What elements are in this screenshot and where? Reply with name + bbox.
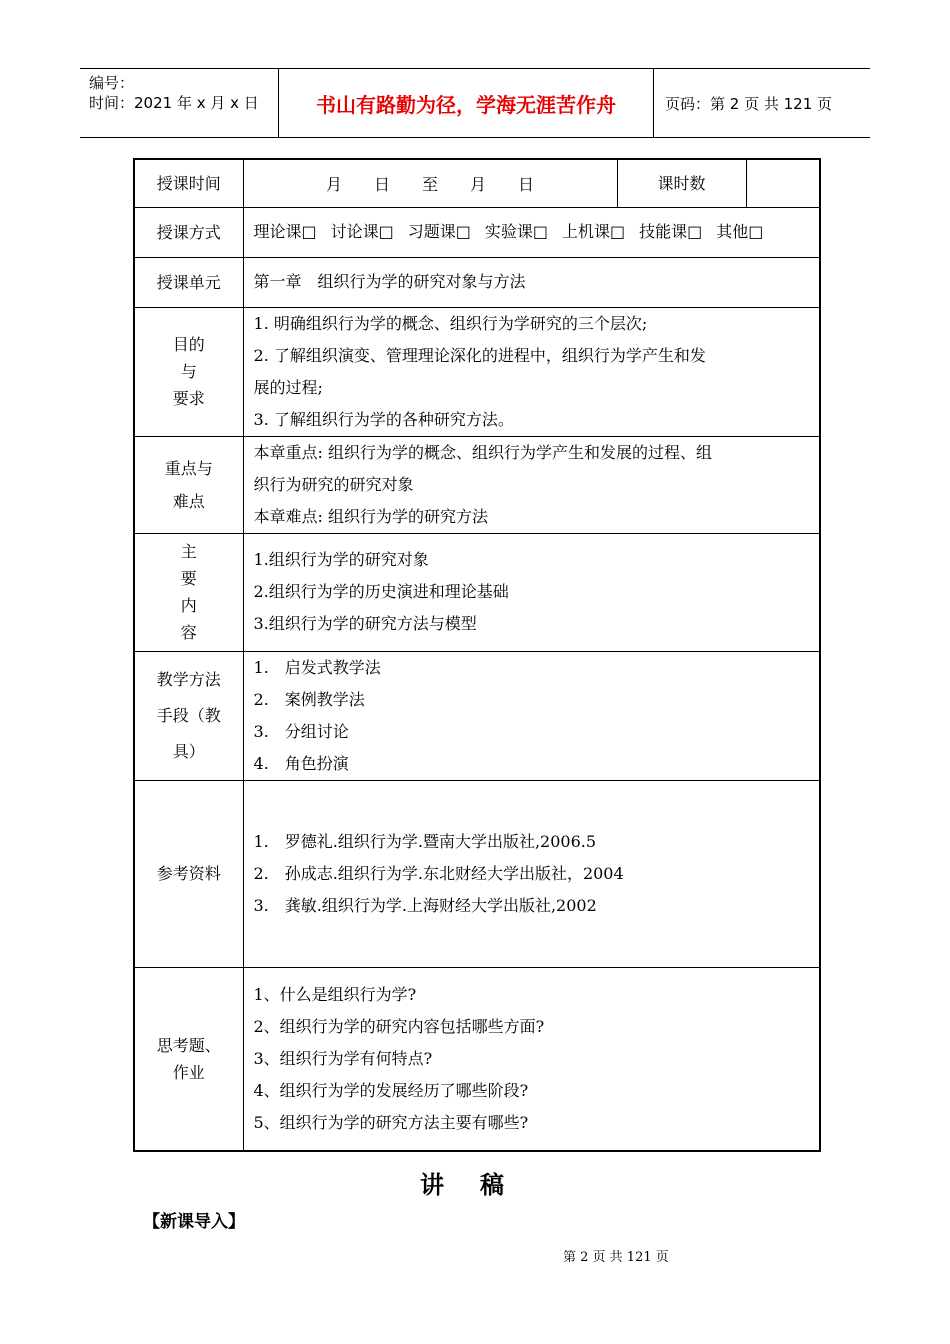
row-teaching-unit [134, 257, 820, 307]
teaching-methods-list [243, 651, 820, 780]
homework-list [243, 967, 820, 1151]
method-line: 1. 启发式教学法 [253, 657, 381, 677]
homework-line: 2、组织行为学的研究内容包括哪些方面? [253, 1016, 545, 1036]
option-skill: 技能课□ [639, 222, 703, 241]
reference-line: 1. 罗德礼.组织行为学.暨南大学出版社,2006.5 [253, 831, 597, 851]
row-references [134, 780, 820, 967]
label-homework: 思考题、 作业 [134, 967, 243, 1151]
goal-line: 2. 了解组织演变、管理理论深化的进程中，组织行为学产生和发 [253, 345, 706, 365]
row-teaching-methods [134, 651, 820, 780]
main-content-list [243, 533, 820, 651]
content-line: 1.组织行为学的研究对象 [253, 550, 429, 569]
row-main-content [134, 533, 820, 651]
row-key-points [134, 436, 820, 533]
row-homework [134, 967, 820, 1151]
content-line: 3.组织行为学的研究方法与模型 [253, 614, 477, 633]
references-list [243, 780, 820, 967]
teaching-time-value: 月 日 至 月 日 [243, 159, 617, 207]
option-theory: 理论课□ [253, 222, 317, 241]
option-discussion: 讨论课□ [330, 222, 394, 241]
reference-line: 2. 孙成志.组织行为学.东北财经大学出版社，2004 [253, 863, 624, 883]
label-teaching-unit: 授课单元 [134, 257, 243, 307]
homework-line: 4、组织行为学的发展经历了哪些阶段? [253, 1080, 529, 1100]
goal-line: 展的过程; [253, 377, 323, 397]
label-key-points: 重点与 难点 [134, 436, 243, 533]
header-motto: 书山有路勤为径，学海无涯苦作舟 [279, 69, 654, 137]
homework-line: 1、什么是组织行为学? [253, 984, 417, 1004]
label-teaching-methods: 教学方法 手段（教 具） [134, 651, 243, 780]
label-teaching-time: 授课时间 [134, 159, 243, 207]
new-lesson-heading: 【新课导入】 [143, 1212, 245, 1232]
header-meta [80, 69, 279, 137]
label-goals: 目的 与 要求 [134, 307, 243, 436]
key-points-content [243, 436, 820, 533]
reference-line: 3. 龚敏.组织行为学.上海财经大学出版社,2002 [253, 895, 597, 915]
time-label: 时间：2021 年 x 月 x 日 [89, 94, 259, 112]
row-teaching-method [134, 207, 820, 257]
homework-line: 3、组织行为学有何特点? [253, 1048, 433, 1068]
goals-content [243, 307, 820, 436]
page-footer: 第 2 页 共 121 页 [563, 1250, 669, 1265]
key-point-line: 织行为研究的研究对象 [253, 474, 414, 494]
label-main-content: 主 要 内 容 [134, 533, 243, 651]
serial-label: 编号： [89, 74, 135, 92]
label-teaching-method: 授课方式 [134, 207, 243, 257]
method-line: 3. 分组讨论 [253, 721, 349, 741]
header-page-info: 页码：第 2 页 共 121 页 [665, 94, 833, 113]
lecture-title: 讲稿 [420, 1170, 540, 1199]
label-references: 参考资料 [134, 780, 243, 967]
method-line: 4. 角色扮演 [253, 753, 349, 773]
goal-line: 3. 了解组织行为学的各种研究方法。 [253, 409, 514, 429]
method-line: 2. 案例教学法 [253, 689, 365, 709]
class-hours-value [746, 159, 820, 207]
teaching-method-options [243, 207, 820, 257]
key-point-line: 本章重点: 组织行为学的概念、组织行为学产生和发展的过程、组 [253, 442, 712, 462]
goal-line: 1. 明确组织行为学的概念、组织行为学研究的三个层次; [253, 313, 648, 333]
content-line: 2.组织行为学的历史演进和理论基础 [253, 582, 509, 601]
row-teaching-time [134, 159, 820, 207]
key-point-line: 本章难点: 组织行为学的研究方法 [253, 506, 488, 526]
page-header [80, 68, 870, 138]
option-computer: 上机课□ [562, 222, 626, 241]
option-other: 其他□ [716, 222, 764, 241]
homework-line: 5、组织行为学的研究方法主要有哪些? [253, 1112, 529, 1132]
label-class-hours: 课时数 [617, 159, 746, 207]
teaching-unit-value: 第一章 组织行为学的研究对象与方法 [243, 257, 820, 307]
lesson-plan-table [133, 158, 821, 1152]
option-experiment: 实验课□ [484, 222, 548, 241]
option-exercise: 习题课□ [407, 222, 471, 241]
row-goals [134, 307, 820, 436]
